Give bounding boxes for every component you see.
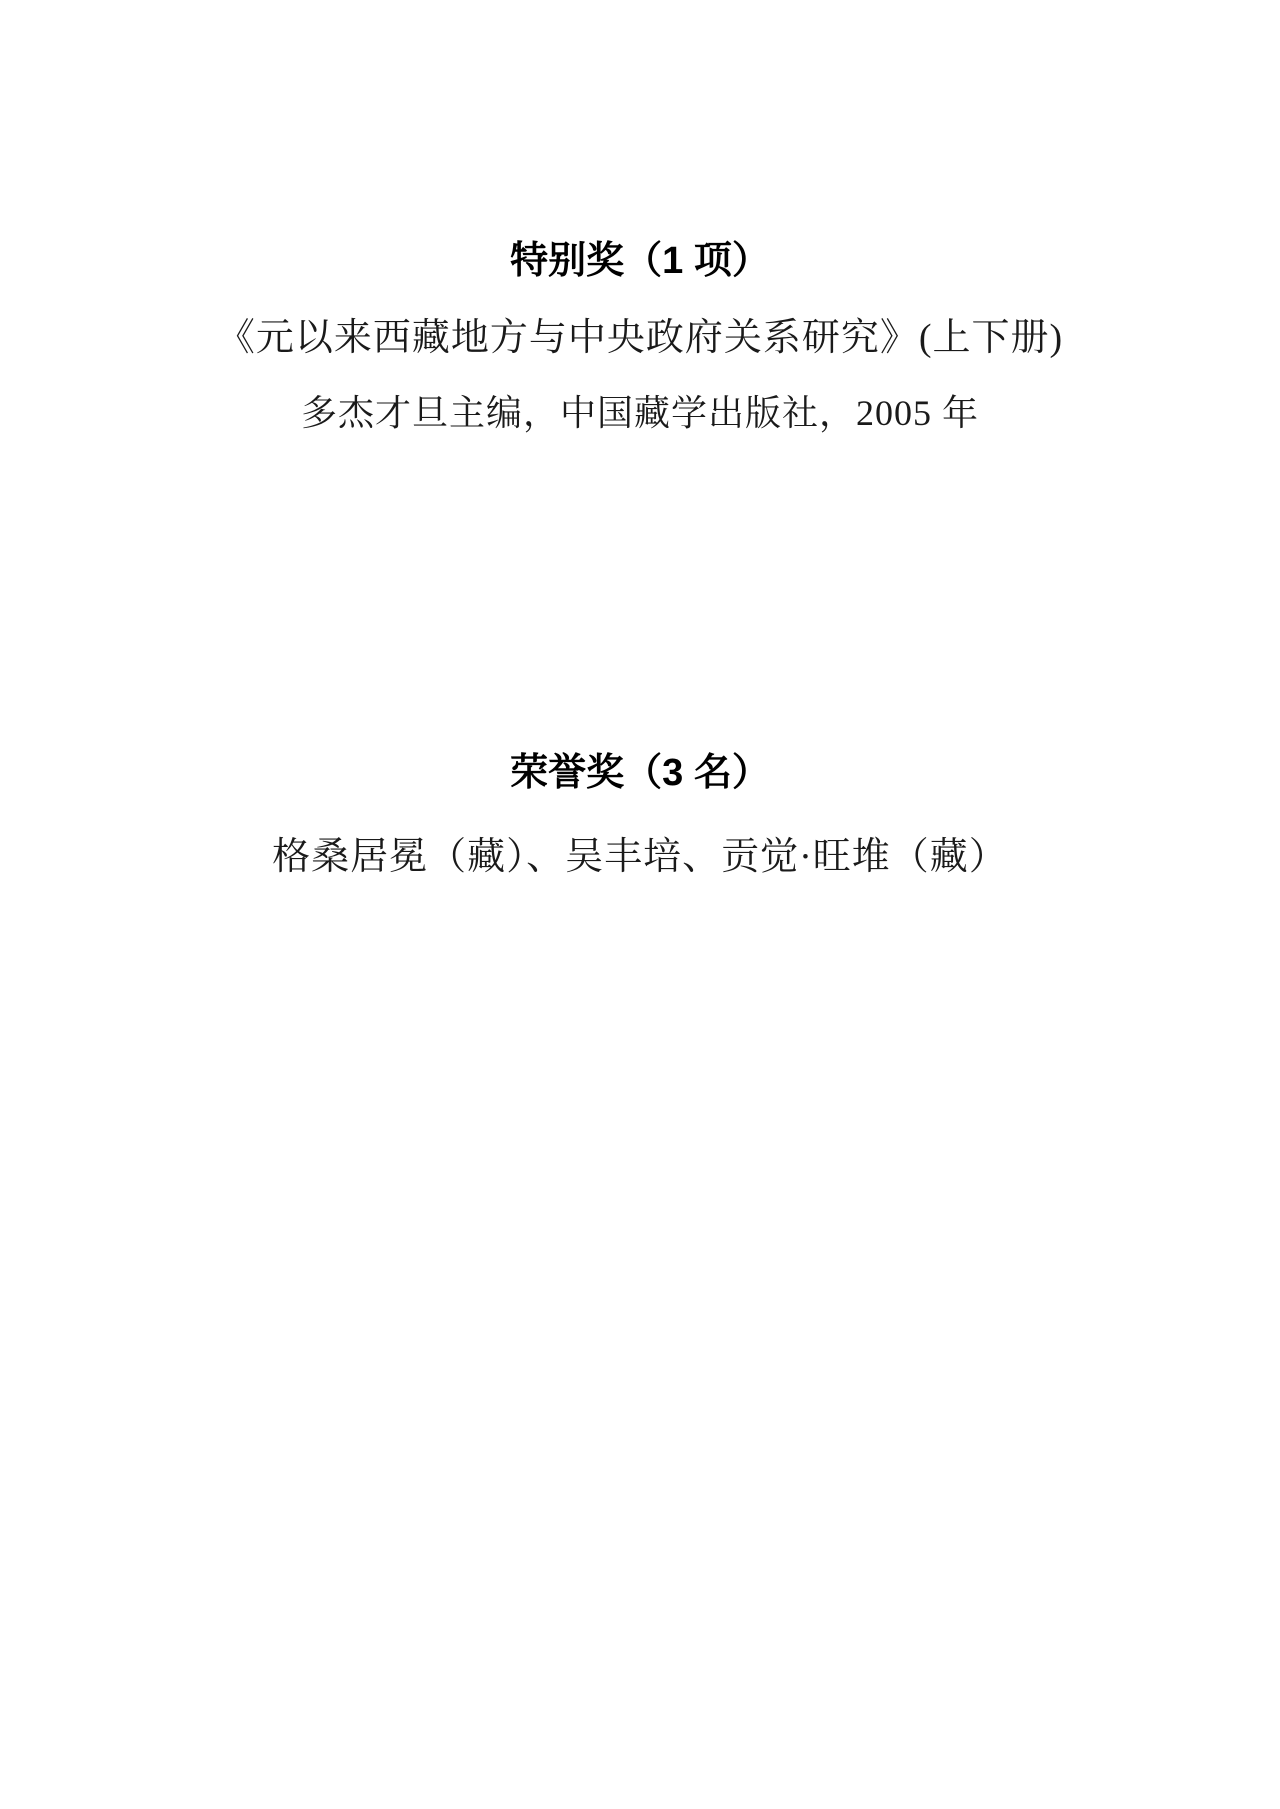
- editor-publisher-line: 多杰才旦主编，中国藏学出版社，2005 年: [300, 393, 979, 433]
- honorees-line: 格桑居冕（藏）、吴丰培、贡觉·旺堆（藏）: [272, 836, 1008, 878]
- special-award-heading: 特别奖（1 项）: [510, 240, 770, 282]
- honor-award-heading: 荣誉奖（3 名）: [510, 752, 770, 794]
- book-title-line: 《元以来西藏地方与中央政府关系研究》(上下册): [216, 317, 1064, 359]
